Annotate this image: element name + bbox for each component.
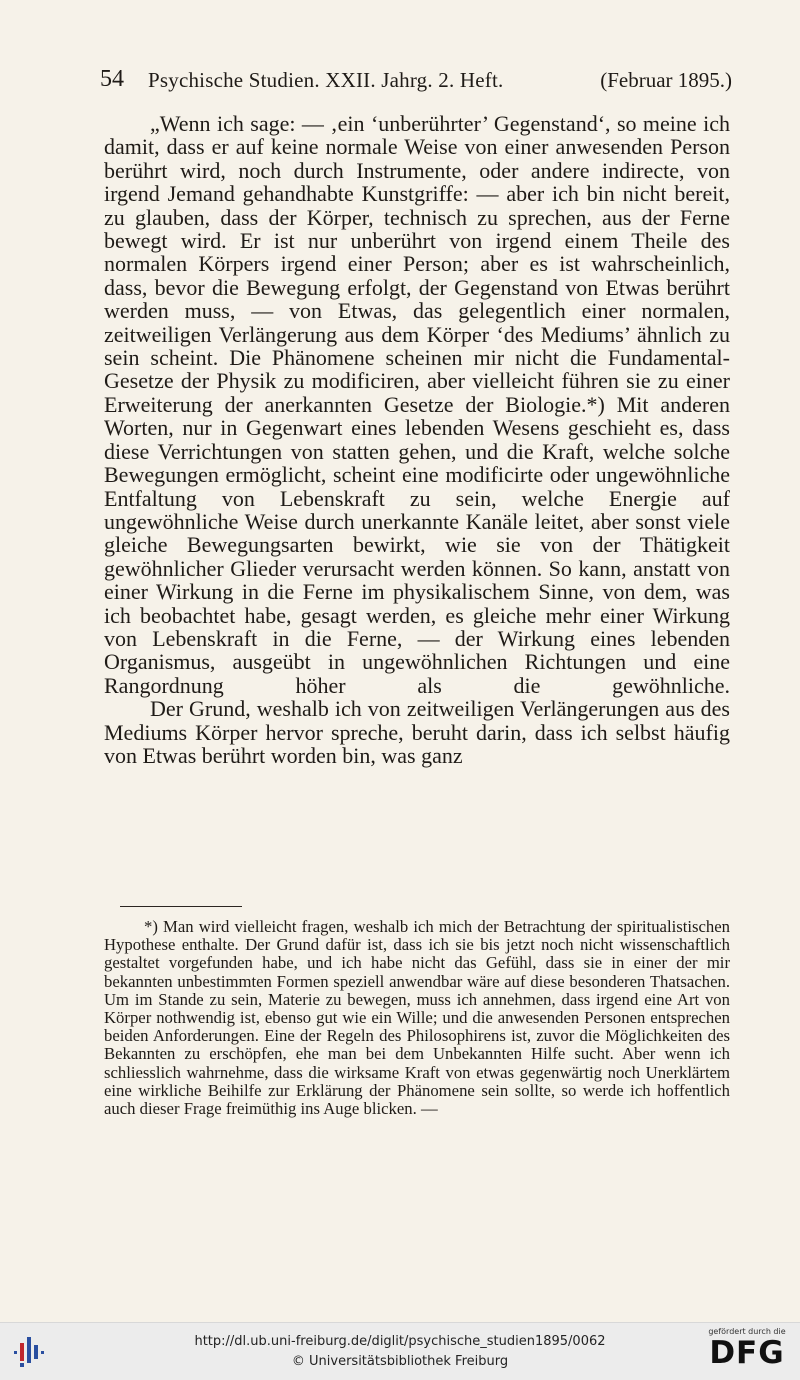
footnote <box>104 918 730 1118</box>
funded-by-label: gefördert durch die <box>708 1327 786 1336</box>
footnote-rule <box>120 906 242 907</box>
paragraph <box>104 112 730 697</box>
dfg-logo[interactable] <box>704 1327 790 1377</box>
footnote-text: *) Man wird vielleicht fragen, weshalb ich mich der Betrachtung der spiritualistischen Hypothese enthalte. Der Grund dafür ist, dass ich sie bis jetzt noch nicht wissenschaftlich gestaltet vorgefunden habe, und ich habe nicht das Gefühl, dass sie in einer der mir bekannten unbestimmten Formen speziell anwendbar wäre auf diese besonderen Thatsachen. Um im Stande zu sein, Materie zu bewegen, muss ich annehmen, dass irgend eine Art von Körper nothwendig ist, ebenso gut wie ein Wille; und die anwesenden Personen entsprechen beiden Anforderungen. Eine der Regeln des Philosophirens ist, zuvor die Möglichkeiten des Bekannten zu erschöpfen, ehe man bei dem Unbekannten Hilfe sucht. Aber wenn ich schliesslich wahrnehme, dass die wirksame Kraft von etwas gegenwärtig noch Unerklärtem eine wirkliche Beihilfe zur Erklärung der Phänomene sein sollte, so werde ich hoffentlich auch dieser Frage freimüthig ins Auge blicken. — <box>104 917 730 1119</box>
footnote-paragraph <box>104 918 730 1118</box>
paragraph-text: Der Grund, weshalb ich von zeitweiligen Verlängerungen aus des Mediums Körper hervor spreche, beruht darin, dass ich selbst häufig von Etwas berührt worden bin, was ganz <box>104 696 730 768</box>
page-number: 54 <box>100 66 124 92</box>
page-header <box>100 66 732 96</box>
dfg-logo-mark: DFG <box>709 1335 785 1371</box>
issue-date: (Februar 1895.) <box>600 68 732 92</box>
copyright-notice: © Universitätsbibliothek Freiburg <box>291 1354 509 1369</box>
page-url-link[interactable]: http://dl.ub.uni-freiburg.de/diglit/psychische_studien1895/0062 <box>194 1334 606 1349</box>
paragraph-text: „Wenn ich sage: — ‚ein ‘unberührter’ Gegenstand‘, so meine ich damit, dass er auf keine normale Weise von einer anwesenden Person berührt wird, noch durch Instrumente, oder andere indirecte, von irgend Jemand gehandhabte Kunstgriffe: — aber ich bin nicht bereit, zu glauben, dass der Körper, technisch zu sprechen, aus der Ferne bewegt wird. Er ist nur unberührt von irgend einem Theile des normalen Körpers irgend einer Person; aber es ist wahrscheinlich, dass, bevor die Bewegung erfolgt, der Gegenstand von Etwas berührt werden muss, — von Etwas, das gelegentlich einer normalen, zeitweiligen Verlängerung aus dem Körper ‘des Mediums’ ähnlich zu sein scheint. Die Phänomene scheinen mir nicht die Fundamental-Gesetze der Physik zu modificiren, aber vielleicht führen sie zu einer Erweiterung der anerkannten Gesetze der Biologie.*) Mit anderen Worten, nur in Gegenwart eines lebenden Wesens geschieht es, dass diese Verrichtungen von statten gehen, und die Kraft, welche solche Bewegungen ermöglicht, scheint eine modificirte oder ungewöhnliche Entfaltung von Lebenskraft zu sein, welche Energie auf ungewöhnliche Weise durch unerkannte Kanäle leitet, aber sonst viele gleiche Bewegungsarten bewirkt, wie sie von der Thätigkeit gewöhnlicher Glieder verursacht werden können. So kann, anstatt von einer Wirkung in die Ferne im physikalischem Sinne, von dem, was ich beobachtet habe, gesagt werden, es gleiche mehr einer Wirkung von Lebenskraft in die Ferne, — der Wirkung eines lebenden Organismus, ausgeübt in ungewöhnlichen Richtungen und eine Rangordnung höher als die gewöhnliche. <box>104 111 730 698</box>
running-head: Psychische Studien. XXII. Jahrg. 2. Heft. <box>148 68 504 92</box>
main-text <box>104 112 730 767</box>
paragraph <box>104 697 730 767</box>
viewer-footer <box>0 1322 800 1380</box>
